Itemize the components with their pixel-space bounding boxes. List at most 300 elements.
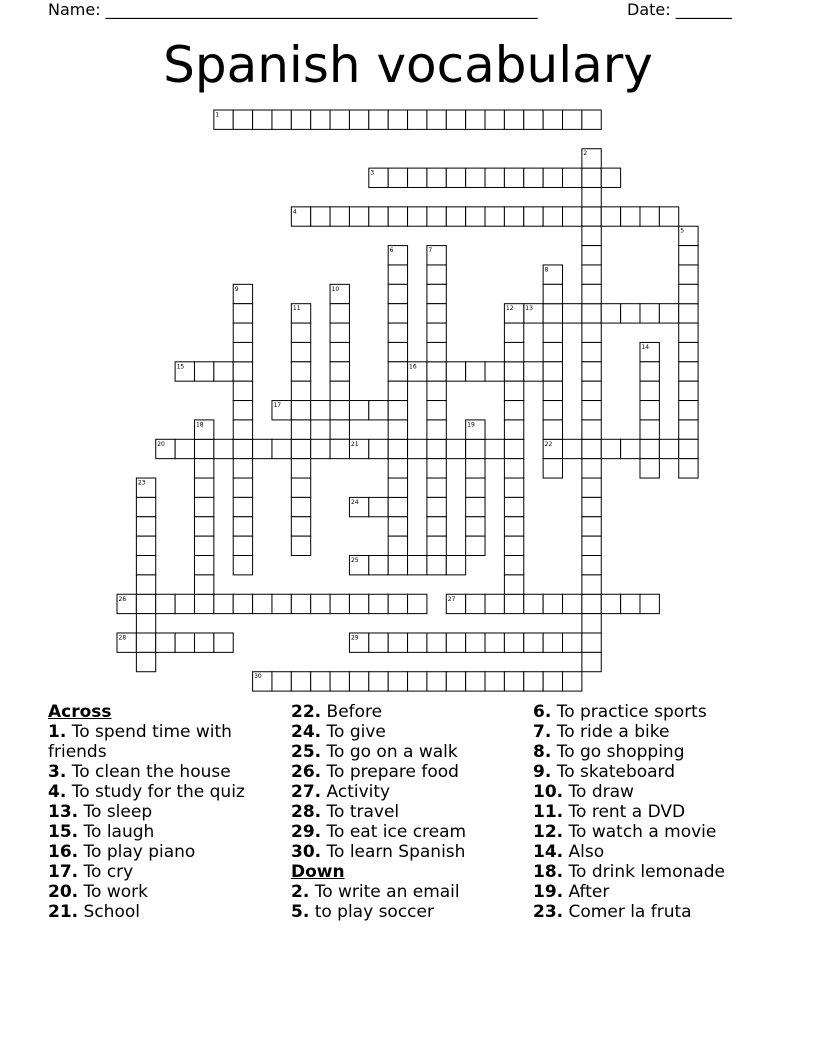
grid-cell[interactable] <box>233 420 252 439</box>
grid-cell[interactable] <box>504 207 523 226</box>
grid-cell[interactable] <box>563 672 582 691</box>
grid-cell[interactable] <box>233 401 252 420</box>
grid-cell[interactable] <box>640 420 659 439</box>
grid-cell[interactable] <box>659 304 678 323</box>
grid-cell[interactable] <box>427 284 446 303</box>
grid-cell[interactable] <box>601 304 620 323</box>
grid-cell[interactable] <box>679 420 698 439</box>
grid-cell[interactable] <box>349 594 368 613</box>
grid-cell[interactable] <box>291 342 310 361</box>
grid-cell[interactable] <box>427 517 446 536</box>
grid-cell[interactable] <box>679 265 698 284</box>
grid-cell[interactable] <box>524 594 543 613</box>
grid-cell[interactable] <box>504 478 523 497</box>
grid-cell[interactable] <box>679 246 698 265</box>
grid-cell[interactable] <box>543 594 562 613</box>
grid-cell[interactable] <box>582 362 601 381</box>
grid-cell[interactable] <box>194 497 213 516</box>
grid-cell[interactable] <box>582 342 601 361</box>
grid-cell[interactable] <box>175 633 194 652</box>
grid-cell[interactable] <box>136 633 155 652</box>
grid-cell[interactable] <box>466 478 485 497</box>
grid-cell[interactable] <box>601 207 620 226</box>
grid-cell[interactable] <box>601 168 620 187</box>
grid-cell[interactable] <box>427 633 446 652</box>
grid-cell[interactable] <box>679 401 698 420</box>
grid-cell[interactable] <box>272 110 291 129</box>
grid-cell[interactable] <box>427 459 446 478</box>
grid-cell[interactable] <box>233 497 252 516</box>
grid-cell[interactable] <box>369 633 388 652</box>
grid-cell[interactable] <box>194 517 213 536</box>
grid-cell[interactable] <box>504 594 523 613</box>
grid-cell[interactable] <box>194 439 213 458</box>
grid-cell[interactable] <box>466 362 485 381</box>
grid-cell[interactable] <box>524 672 543 691</box>
grid-cell[interactable] <box>369 110 388 129</box>
grid-cell[interactable] <box>485 207 504 226</box>
grid-cell[interactable] <box>427 556 446 575</box>
grid-cell[interactable] <box>504 401 523 420</box>
grid-cell[interactable] <box>679 459 698 478</box>
grid-cell[interactable] <box>291 459 310 478</box>
grid-cell[interactable] <box>524 168 543 187</box>
grid-cell[interactable] <box>640 207 659 226</box>
grid-cell[interactable] <box>659 207 678 226</box>
grid-cell[interactable] <box>311 672 330 691</box>
grid-cell[interactable] <box>194 478 213 497</box>
grid-cell[interactable] <box>388 672 407 691</box>
grid-cell[interactable] <box>330 362 349 381</box>
grid-cell[interactable] <box>582 265 601 284</box>
grid-cell[interactable] <box>408 168 427 187</box>
grid-cell[interactable] <box>194 594 213 613</box>
grid-cell[interactable] <box>466 110 485 129</box>
grid-cell-number: 7 <box>428 247 433 255</box>
grid-cell[interactable] <box>330 420 349 439</box>
grid-cell[interactable] <box>582 633 601 652</box>
grid-cell[interactable] <box>427 362 446 381</box>
grid-cell[interactable] <box>504 323 523 342</box>
grid-cell[interactable] <box>582 226 601 245</box>
grid-cell[interactable] <box>446 207 465 226</box>
grid-cell[interactable] <box>388 284 407 303</box>
grid-cell[interactable] <box>427 420 446 439</box>
grid-cell[interactable] <box>253 594 272 613</box>
grid-cell[interactable] <box>427 497 446 516</box>
grid-cell[interactable] <box>311 439 330 458</box>
grid-cell[interactable] <box>679 381 698 400</box>
grid-cell[interactable] <box>446 633 465 652</box>
grid-cell[interactable] <box>408 633 427 652</box>
grid-cell[interactable] <box>291 362 310 381</box>
grid-cell[interactable] <box>679 284 698 303</box>
grid-cell[interactable] <box>543 323 562 342</box>
grid-cell[interactable] <box>427 672 446 691</box>
grid-cell[interactable] <box>543 168 562 187</box>
grid-cell[interactable] <box>543 342 562 361</box>
grid-cell[interactable] <box>388 362 407 381</box>
grid-cell[interactable] <box>466 594 485 613</box>
grid-cell[interactable] <box>136 652 155 671</box>
grid-cell[interactable] <box>679 304 698 323</box>
grid-cell[interactable] <box>388 633 407 652</box>
grid-cell[interactable] <box>214 362 233 381</box>
grid-cell[interactable] <box>582 594 601 613</box>
grid-cell[interactable] <box>543 459 562 478</box>
grid-cell[interactable] <box>427 168 446 187</box>
grid-cell[interactable] <box>543 362 562 381</box>
grid-cell[interactable] <box>582 284 601 303</box>
grid-cell[interactable] <box>427 401 446 420</box>
grid-cell[interactable] <box>330 323 349 342</box>
grid-cell[interactable] <box>214 439 233 458</box>
grid-cell[interactable] <box>504 420 523 439</box>
grid-cell[interactable] <box>233 536 252 555</box>
grid-cell[interactable] <box>427 439 446 458</box>
grid-cell[interactable] <box>349 207 368 226</box>
grid-cell[interactable] <box>291 594 310 613</box>
grid-cell[interactable] <box>136 575 155 594</box>
grid-cell[interactable] <box>388 478 407 497</box>
grid-cell[interactable] <box>408 594 427 613</box>
grid-cell[interactable] <box>621 207 640 226</box>
grid-cell[interactable] <box>582 652 601 671</box>
grid-cell[interactable] <box>485 594 504 613</box>
grid-cell[interactable] <box>388 207 407 226</box>
grid-cell[interactable] <box>388 497 407 516</box>
grid-cell[interactable] <box>563 633 582 652</box>
grid-cell[interactable] <box>563 594 582 613</box>
grid-cell[interactable] <box>504 439 523 458</box>
grid-cell-number: 13 <box>525 305 533 313</box>
grid-cell[interactable] <box>253 439 272 458</box>
grid-cell[interactable] <box>485 110 504 129</box>
grid-cell[interactable] <box>563 439 582 458</box>
grid-cell[interactable] <box>640 304 659 323</box>
grid-cell[interactable] <box>156 633 175 652</box>
grid-cell[interactable] <box>369 556 388 575</box>
grid-cell[interactable] <box>291 439 310 458</box>
grid-cell[interactable] <box>408 556 427 575</box>
grid-cell[interactable] <box>640 459 659 478</box>
grid-cell[interactable] <box>563 207 582 226</box>
grid-cell[interactable] <box>485 168 504 187</box>
grid-cell[interactable] <box>582 323 601 342</box>
grid-cell[interactable] <box>582 439 601 458</box>
grid-cell[interactable] <box>136 517 155 536</box>
grid-cell[interactable] <box>427 265 446 284</box>
grid-cell[interactable] <box>233 556 252 575</box>
grid-cell[interactable] <box>504 362 523 381</box>
grid-cell[interactable] <box>466 439 485 458</box>
grid-cell[interactable] <box>349 110 368 129</box>
grid-cell[interactable] <box>524 207 543 226</box>
grid-cell[interactable] <box>563 304 582 323</box>
grid-cell[interactable] <box>466 168 485 187</box>
grid-cell[interactable] <box>136 497 155 516</box>
grid-cell[interactable] <box>253 110 272 129</box>
grid-cell[interactable] <box>466 633 485 652</box>
grid-cell[interactable] <box>272 439 291 458</box>
grid-cell-number: 1 <box>215 111 220 119</box>
grid-cell[interactable] <box>291 381 310 400</box>
grid-cell[interactable] <box>233 439 252 458</box>
grid-cell[interactable] <box>582 207 601 226</box>
grid-cell[interactable] <box>427 304 446 323</box>
grid-cell[interactable] <box>563 110 582 129</box>
grid-cell[interactable] <box>427 342 446 361</box>
grid-cell[interactable] <box>504 168 523 187</box>
grid-cell[interactable] <box>543 672 562 691</box>
grid-cell[interactable] <box>504 342 523 361</box>
grid-cell[interactable] <box>640 439 659 458</box>
grid-cell[interactable] <box>388 304 407 323</box>
grid-cell[interactable] <box>446 168 465 187</box>
grid-cell[interactable] <box>369 594 388 613</box>
grid-cell[interactable] <box>330 207 349 226</box>
grid-cell[interactable] <box>621 594 640 613</box>
grid-cell[interactable] <box>427 323 446 342</box>
grid-cell[interactable] <box>504 381 523 400</box>
grid-cell[interactable] <box>427 110 446 129</box>
grid-cell[interactable] <box>582 401 601 420</box>
grid-cell[interactable] <box>601 439 620 458</box>
grid-cell[interactable] <box>311 110 330 129</box>
grid-cell[interactable] <box>194 556 213 575</box>
grid-cell[interactable] <box>330 401 349 420</box>
grid-cell[interactable] <box>272 594 291 613</box>
grid-cell[interactable] <box>543 110 562 129</box>
grid-cell[interactable] <box>136 594 155 613</box>
grid-cell[interactable] <box>582 420 601 439</box>
grid-cell[interactable] <box>504 633 523 652</box>
grid-cell[interactable] <box>524 110 543 129</box>
grid-cell[interactable] <box>194 575 213 594</box>
grid-cell[interactable] <box>408 110 427 129</box>
grid-cell[interactable] <box>679 439 698 458</box>
grid-cell[interactable] <box>504 556 523 575</box>
grid-cell[interactable] <box>679 342 698 361</box>
grid-cell[interactable] <box>388 323 407 342</box>
grid-cell[interactable] <box>233 110 252 129</box>
grid-cell[interactable] <box>504 110 523 129</box>
grid-cell[interactable] <box>156 594 175 613</box>
grid-cell[interactable] <box>485 362 504 381</box>
grid-cell[interactable] <box>330 381 349 400</box>
grid-cell[interactable] <box>330 594 349 613</box>
grid-cell[interactable] <box>388 168 407 187</box>
grid-cell[interactable] <box>349 401 368 420</box>
grid-cell[interactable] <box>679 323 698 342</box>
grid-cell[interactable] <box>582 556 601 575</box>
grid-cell[interactable] <box>524 362 543 381</box>
grid-cell[interactable] <box>582 614 601 633</box>
grid-cell[interactable] <box>582 575 601 594</box>
grid-cell[interactable] <box>640 401 659 420</box>
grid-cell[interactable] <box>621 439 640 458</box>
grid-cell[interactable] <box>582 110 601 129</box>
grid-cell[interactable] <box>388 401 407 420</box>
grid-cell[interactable] <box>388 517 407 536</box>
grid-cell[interactable] <box>427 381 446 400</box>
grid-cell[interactable] <box>582 246 601 265</box>
grid-cell[interactable] <box>504 672 523 691</box>
grid-cell[interactable] <box>446 672 465 691</box>
grid-cell[interactable] <box>369 401 388 420</box>
grid-cell[interactable] <box>640 381 659 400</box>
grid-cell[interactable] <box>388 381 407 400</box>
grid-cell[interactable] <box>330 439 349 458</box>
grid-cell[interactable] <box>291 672 310 691</box>
grid-cell[interactable] <box>408 439 427 458</box>
grid-cell[interactable] <box>388 459 407 478</box>
grid-cell[interactable] <box>563 168 582 187</box>
grid-cell[interactable] <box>582 187 601 206</box>
clue-item <box>533 742 793 762</box>
clue-item <box>533 782 793 802</box>
grid-cell[interactable] <box>194 633 213 652</box>
grid-cell[interactable] <box>349 672 368 691</box>
grid-cell[interactable] <box>233 381 252 400</box>
grid-cell[interactable] <box>543 207 562 226</box>
grid-cell[interactable] <box>640 362 659 381</box>
grid-cell[interactable] <box>485 439 504 458</box>
grid-cell[interactable] <box>466 207 485 226</box>
grid-cell[interactable] <box>175 594 194 613</box>
grid-cell[interactable] <box>388 342 407 361</box>
grid-cell[interactable] <box>388 556 407 575</box>
grid-cell[interactable] <box>427 536 446 555</box>
grid-cell[interactable] <box>466 459 485 478</box>
grid-cell[interactable] <box>136 536 155 555</box>
grid-cell[interactable] <box>466 672 485 691</box>
grid-cell-number: 2 <box>583 150 588 158</box>
grid-cell[interactable] <box>388 439 407 458</box>
grid-cell[interactable] <box>311 594 330 613</box>
grid-cell[interactable] <box>543 401 562 420</box>
grid-cell[interactable] <box>291 110 310 129</box>
grid-cell[interactable] <box>485 672 504 691</box>
clue-text: To drink lemonade <box>563 862 725 882</box>
grid-cell[interactable] <box>679 362 698 381</box>
grid-cell[interactable] <box>582 497 601 516</box>
grid-cell[interactable] <box>466 497 485 516</box>
grid-cell[interactable] <box>446 556 465 575</box>
grid-cell[interactable] <box>369 497 388 516</box>
grid-cell[interactable] <box>621 304 640 323</box>
grid-cell[interactable] <box>194 459 213 478</box>
grid-cell[interactable] <box>291 478 310 497</box>
grid-cell[interactable] <box>485 633 504 652</box>
grid-cell[interactable] <box>504 575 523 594</box>
grid-cell[interactable] <box>582 304 601 323</box>
grid-cell[interactable] <box>233 478 252 497</box>
grid-cell[interactable] <box>291 517 310 536</box>
grid-cell[interactable] <box>194 362 213 381</box>
grid-cell[interactable] <box>388 265 407 284</box>
grid-cell[interactable] <box>543 633 562 652</box>
grid-cell[interactable] <box>543 381 562 400</box>
grid-cell[interactable] <box>233 342 252 361</box>
clue-text: To rent a DVD <box>563 802 686 822</box>
grid-cell[interactable] <box>504 459 523 478</box>
grid-cell[interactable] <box>291 323 310 342</box>
grid-cell[interactable] <box>388 594 407 613</box>
grid-cell[interactable] <box>175 439 194 458</box>
grid-cell[interactable] <box>388 420 407 439</box>
grid-cell[interactable] <box>543 420 562 439</box>
grid-cell[interactable] <box>291 536 310 555</box>
grid-cell[interactable] <box>214 633 233 652</box>
grid-cell[interactable] <box>291 401 310 420</box>
grid-cell[interactable] <box>369 672 388 691</box>
grid-cell[interactable] <box>659 439 678 458</box>
grid-cell[interactable] <box>330 110 349 129</box>
grid-cell[interactable] <box>543 284 562 303</box>
grid-cell[interactable] <box>136 614 155 633</box>
grid-cell[interactable] <box>291 497 310 516</box>
grid-cell[interactable] <box>194 536 213 555</box>
grid-cell[interactable] <box>524 633 543 652</box>
grid-cell[interactable] <box>233 517 252 536</box>
grid-cell[interactable] <box>582 478 601 497</box>
grid-cell[interactable] <box>233 304 252 323</box>
grid-cell[interactable] <box>369 207 388 226</box>
grid-cell[interactable] <box>446 439 465 458</box>
grid-cell[interactable] <box>233 323 252 342</box>
grid-cell[interactable] <box>408 672 427 691</box>
grid-cell[interactable] <box>311 401 330 420</box>
grid-cell[interactable] <box>330 304 349 323</box>
grid-cell[interactable] <box>582 168 601 187</box>
grid-cell[interactable] <box>272 672 291 691</box>
grid-cell[interactable] <box>504 536 523 555</box>
grid-cell[interactable] <box>369 439 388 458</box>
grid-cell[interactable] <box>582 536 601 555</box>
grid-cell[interactable] <box>582 517 601 536</box>
grid-cell[interactable] <box>427 478 446 497</box>
grid-cell[interactable] <box>446 362 465 381</box>
grid-cell[interactable] <box>233 362 252 381</box>
grid-cell[interactable] <box>466 536 485 555</box>
grid-cell[interactable] <box>408 207 427 226</box>
grid-cell[interactable] <box>214 594 233 613</box>
grid-cell[interactable] <box>582 381 601 400</box>
grid-cell[interactable] <box>582 459 601 478</box>
grid-cell[interactable] <box>311 207 330 226</box>
grid-cell[interactable] <box>640 594 659 613</box>
clue-item <box>533 862 793 882</box>
grid-cell[interactable] <box>427 207 446 226</box>
grid-cell[interactable] <box>291 420 310 439</box>
grid-cell[interactable] <box>330 672 349 691</box>
grid-cell[interactable] <box>504 497 523 516</box>
grid-cell[interactable] <box>233 459 252 478</box>
grid-cell[interactable] <box>504 517 523 536</box>
grid-cell[interactable] <box>330 342 349 361</box>
grid-cell[interactable] <box>466 517 485 536</box>
clue-text: To go shopping <box>551 742 685 762</box>
grid-cell[interactable] <box>233 594 252 613</box>
grid-cell[interactable] <box>136 556 155 575</box>
grid-cell[interactable] <box>388 110 407 129</box>
grid-cell[interactable] <box>446 110 465 129</box>
grid-cell[interactable] <box>543 304 562 323</box>
grid-cell[interactable] <box>601 594 620 613</box>
grid-cell[interactable] <box>388 536 407 555</box>
clue-number: 14. <box>533 842 564 862</box>
